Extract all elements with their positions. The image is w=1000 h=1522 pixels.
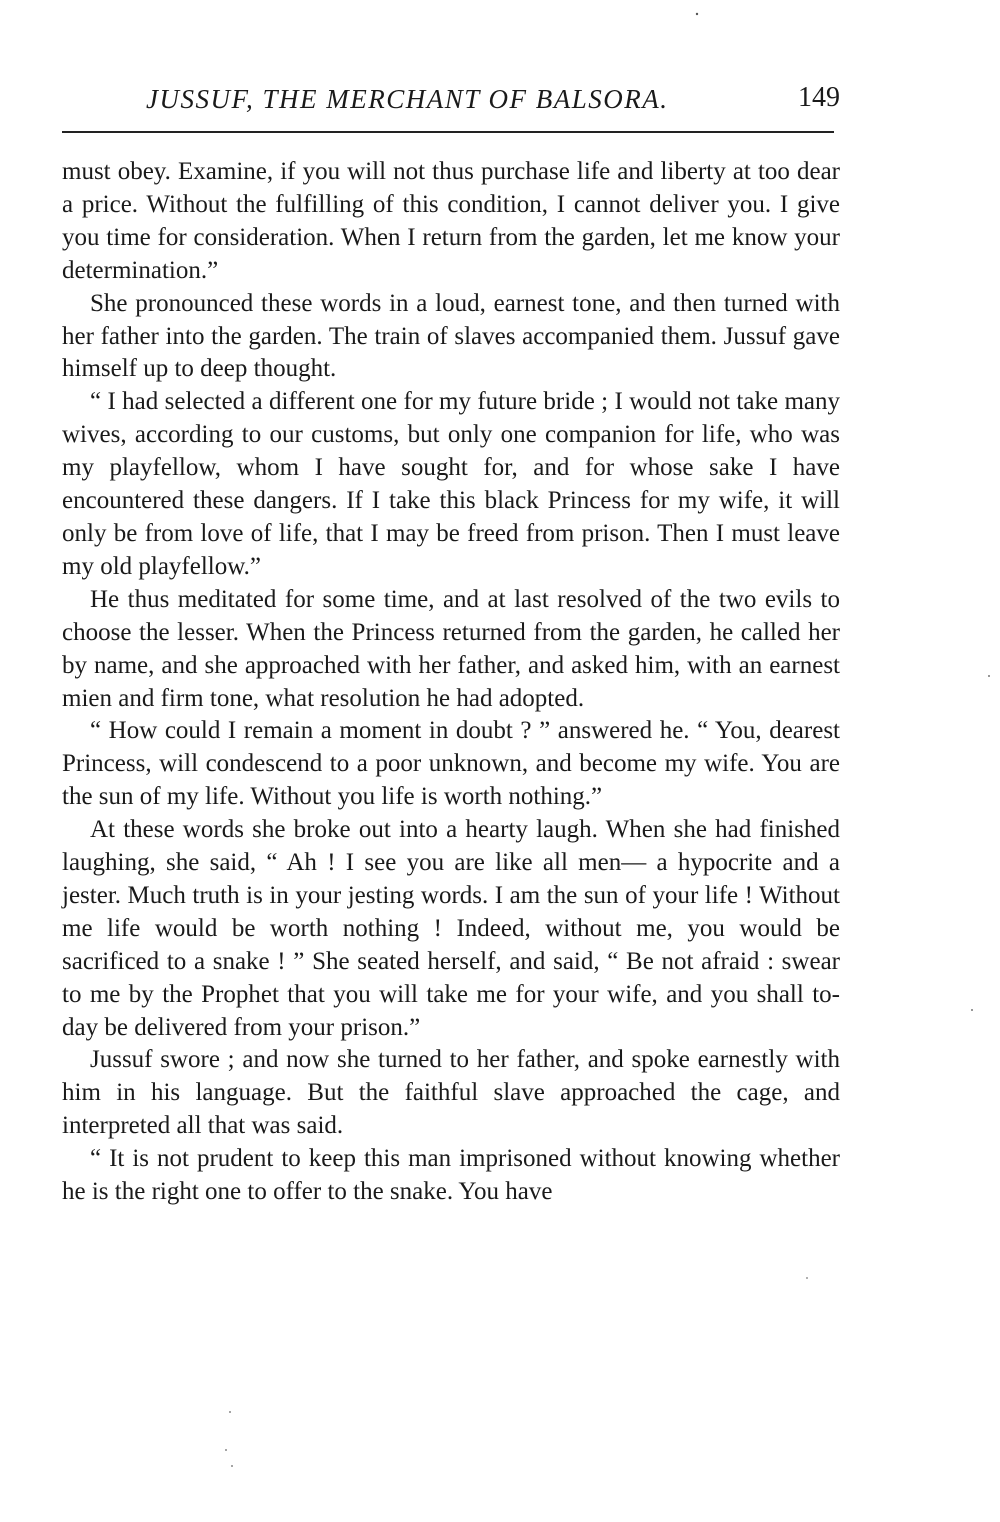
paragraph: He thus meditated for some time, and at last resolved of the two evils to choose the lesser. When the Princess returned from the garden, he called her by name, and she approached with her father, and asked him, with an earnest mien and firm tone, what resolution he had adopted. [62, 585, 840, 712]
speck [971, 1009, 973, 1011]
speck [225, 1449, 227, 1451]
header-rule [62, 131, 834, 133]
speck [696, 13, 698, 15]
paragraph: Jussuf swore ; and now she turned to her father, and spoke earnestly with him in his language. But the faithful slave approached the cage, and interpreted all that was said. [62, 1046, 840, 1140]
page-header [62, 78, 842, 126]
speck [231, 1465, 233, 1467]
body-text [62, 156, 840, 1209]
paragraph: must obey. Examine, if you will not thus purchase life and liberty at too dear a price. Without the fulfilling of this condition, I cannot deliver you. I give you time for consideration. When I return from the garden, let me know your determination.” [62, 158, 840, 284]
speck [229, 1411, 231, 1413]
paragraph: “ I had selected a different one for my future bride ; I would not take many wives, according to our customs, but only one companion for life, who was my playfellow, whom I have sought for, and for whose sake I have encountered these dangers. If I take this black Princess for my wife, it will only be from love of life, that I may be freed from prison. Then I must leave my old playfellow.” [62, 388, 840, 580]
speck [988, 675, 990, 677]
paragraph: “ It is not prudent to keep this man imprisoned without knowing whether he is the right one to offer to the snake. You have [62, 1145, 840, 1206]
paragraph: She pronounced these words in a loud, earnest tone, and then turned with her father into the garden. The train of slaves accompanied them. Jussuf gave himself up to deep thought. [62, 289, 840, 383]
speck [806, 1277, 808, 1279]
page-number: 149 [798, 82, 840, 113]
paragraph: At these words she broke out into a hearty laugh. When she had finished laughing, she said, “ Ah ! I see you are like all men— a hypocrite and a jester. Much truth is in your jesting words. I am the sun of your life ! Without me life would be worth nothing ! Indeed, without me, you would be sacrificed to a snake ! ” She seated herself, and said, “ Be not afraid : swear to me by the Prophet that you will take me for your wife, and you shall to-day be delivered from your prison.” [62, 816, 840, 1041]
running-title: JUSSUF, THE MERCHANT OF BALSORA. [146, 84, 669, 114]
paragraph: “ How could I remain a moment in doubt ? ” answered he. “ You, dearest Princess, will condescend to a poor unknown, and become my wife. You are the sun of my life. Without you life is worth nothing.” [62, 717, 840, 811]
